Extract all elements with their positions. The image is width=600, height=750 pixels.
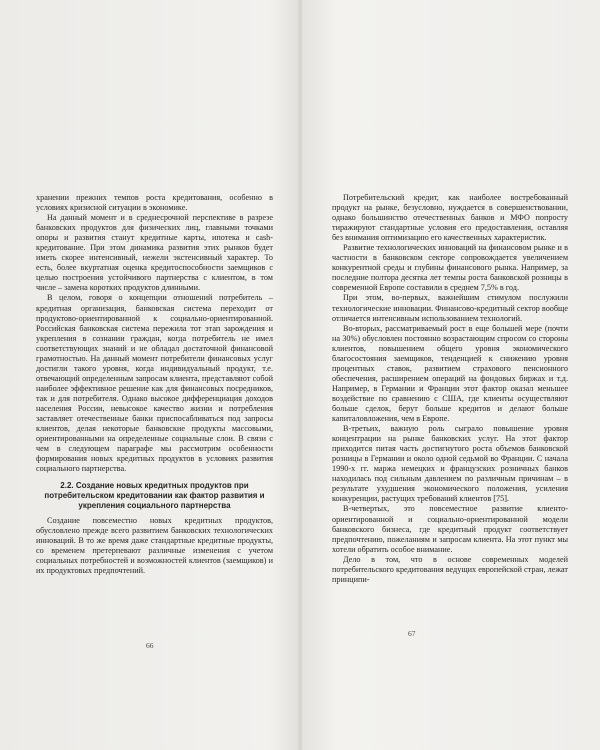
paragraph: В целом, говоря о концепции отношений потребитель – кредитная организация, банковская система переходит от продуктово-ориентированной к социально-ориентированной. Российская банковская система пережила тот этап зарождения и укрепления в сознании граждан, когда потребитель не имел соответствующих знаний и не обладал достаточной финансовой грамотностью. На данный момент потребители финансовых услуг достигли такого уровня, когда индивидуальный продукт, т.е. отвечающий определенным запросам клиента, представляют собой наиболее эффективное решение как для финансовых посредников, так и для потребителя. Однако высокое дифференциация доходов населения России, невысокое качество жизни и потребления заставляет отечественные банки приспосабливаться под запросы клиентов, делая некоторые банковские продукты массовыми, ориентированными на определенные социальные слои. В связи с чем в следующем параграфе мы рассмотрим особенности формирования новых кредитных продуктов в условиях развития социального партнерства. [36,293,273,474]
paragraph: В-третьих, важную роль сыграло повышение уровня концентрации на рынке банковских услуг. На этот фактор приходится питая часть достигнутого роста объемов банковской розницы в Германии и около одной седьмой во Франции. С начала 1990-х гг. маржа немецких и французских розничных банков находилась под сильным давлением по различным причинам – в результате ухудшения экономического положения, усиления конкуренции, растущих требований клиентов [75]. [332,424,568,504]
right-paragraphs [332,193,568,585]
paragraph: Дело в том, что в основе современных моделей потребительского кредитования ведущих европейской стран, лежат принципи- [332,554,568,584]
paragraph: На данный момент и в среднесрочной перспективе в разрезе банковских продуктов для физических лиц, главными точками опоры и развития станут кредитные карты, ипотека и cash-кредитование. При этом динамика развития этих рынков будет иметь скорее интенсивный, нежели экстенсивный характер. То есть, более вкуртатная оценка кредитоспособности заемщиков с целью построения устойчивого партнерства с клиентом, в том числе – замена коротких продуктов длинными. [36,213,273,293]
left-page-text [36,193,273,576]
page-number-left: 66 [146,641,154,650]
paragraph: Во-вторых, рассматриваемый рост в еще большей мере (почти на 30%) обусловлен постоянно возрастающим спросом со стороны клиентов, повышением общего уровня экономического благосостояния заемщиков, тенденцией к снижению уровня процентных ставок, развитием страхового пенсионного обеспечения, расширением операций на фондовых биржах и т.д. Например, в Германии и Франции этот фактор оказал меньшее воздействие по сравнению с США, где клиенты осуществляют больше сделок, берут больше кредитов и делают больше капиталовложения, чем в Европе. [332,323,568,424]
paragraph: Потребительский кредит, как наиболее востребованный продукт на рынке, безусловно, нуждается в совершенствовании, однако большинство отечественных банков и МФО попросту тиражируют стандартные условия его предоставления, оставляя без внимания оптимизацию его качественных характеристик. [332,193,568,243]
right-page-text [332,193,568,585]
paragraph: В-четвертых, это повсеместное развитие клиенто-ориентированной и социально-ориентированной модели банковского бизнеса, где кредитный продукт соответствует предпочтению, пожеланиям и запросам клиента. На этот пункт мы хотели обратить особое внимание. [332,504,568,554]
paragraph: хранении прежних темпов роста кредитования, особенно в условиях кризисной ситуации в экономике. [36,193,273,213]
paragraph: При этом, во-первых, важнейшим стимулом послужили технологические инновации. Финансово-кредитный сектор вообще отличается интенсивным использованием технологий. [332,293,568,323]
left-paragraphs-after-heading [36,516,273,576]
paragraph: Создание повсеместно новых кредитных продуктов, обусловлено прежде всего развитием банковских технологических инноваций. В то же время даже стандартные кредитные продукты, со временем претерпевают различные изменения с учетом социальных потребностей и возможностей клиентов (заемщиков) и их продуктовых предпочтений. [36,516,273,576]
right-page [300,0,600,750]
paragraph: Развитие технологических инноваций на финансовом рынке и в частности в банковском секторе сопровождается увеличением конкурентной среды и глубины финансового рынка. Например, за последние полтора десятка лет темпы роста банковской розницы в современной Европе составили в среднем 7,5% в год. [332,243,568,293]
section-heading: 2.2. Создание новых кредитных продуктов при потребительском кредитовании как фактор развития и укрепления социального партнерства [44,481,265,510]
left-paragraphs [36,193,273,474]
page-number-right: 67 [408,629,416,638]
